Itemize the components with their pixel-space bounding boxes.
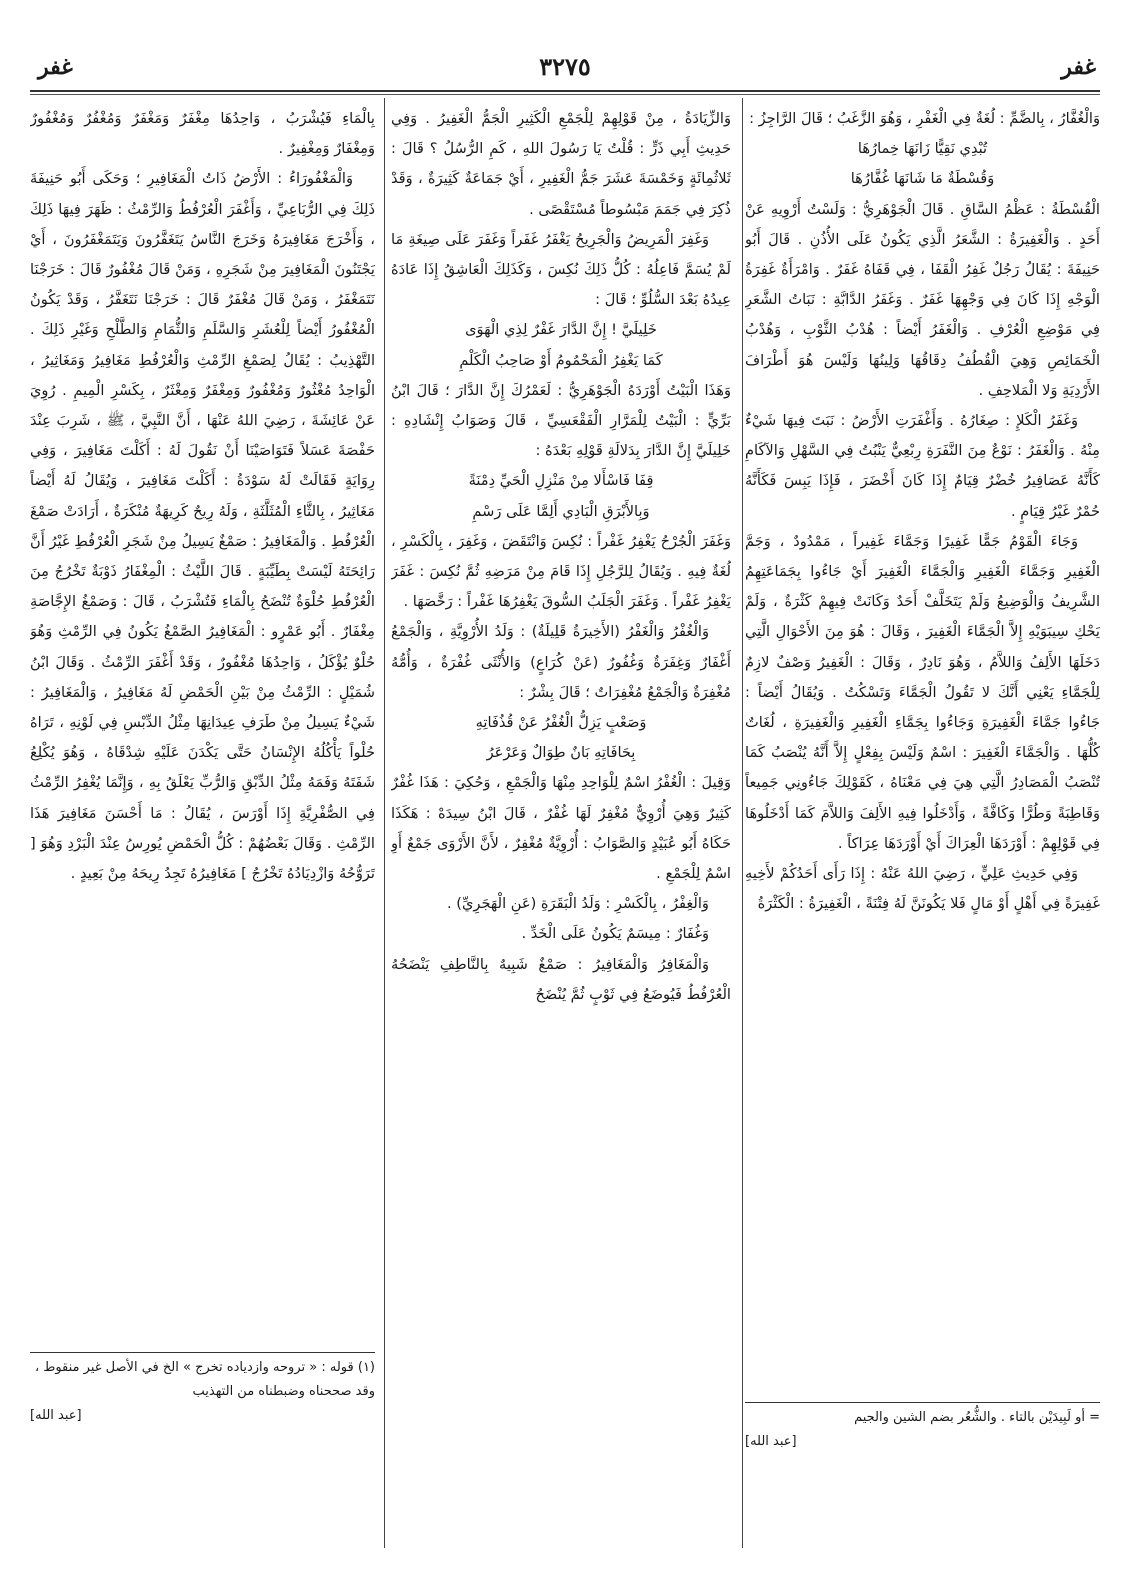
entry-paragraph: وَغَفَرُ الْكَلإِ : صِغَارُهُ . وَأَغْفَرَتِ الأَرْضُ : نَبَتَ فِيهَا شَيْءٌ مِنْهُ . وَالْغَفَرُ : نَوْعٌ مِنَ النَّفَرَةِ رِبْعِيٌّ يَنْبُتُ فِي السَّهْلِ وَالآكَامِ كَأَنَّهُ عَصَافِيرُ خُضْرٌ قِيَامٌ إِذَا كَانَ أَخْضَرَ ، فَإِذَا يَبِسَ فَكَأَنَّهُ حُمْرٌ غَيْرُ قِيَامٍ . [745, 412, 1100, 520]
entry-paragraph: وَفِي حَدِيثِ عَلِيٍّ ، رَضِيَ اللهُ عَنْهُ : إِذَا رَأَى أَحَدُكُمْ لأَخِيهِ غَفِيرَةً فِي أَهْلٍ أَوْ مَالٍ فَلا يَكُونَنَّ لَهُ فِتْنَةً ، الْغَفِيرَةُ : الْكَثْرَةُ [745, 865, 1100, 913]
entry-paragraph: وَالْغِفْرُ ، بِالْكَسْرِ : وَلَدُ الْبَقَرَةِ (عَنِ الْهَجَرِيِّ) . [447, 895, 709, 913]
verse-line: خَلِيلَيَّ ! إِنَّ الدَّارَ غَفْرٌ لِذِي الْهَوَى [465, 321, 657, 339]
verse-line: وَصَعْبٍ يَزِلُّ الْغُفْرُ عَنْ قُذُفَاتِهِ [475, 714, 647, 732]
running-headword-right: غفر [1061, 54, 1096, 80]
footnote-left [30, 1356, 375, 1428]
verse-line: بِحَافَاتِهِ بَانٌ طِوَالٌ وَعَرْعَرُ [486, 744, 636, 762]
entry-paragraph: وَقِيلَ : الْغُفْرُ اسْمٌ لِلْوَاحِدِ مِنْهَا وَالْجَمْعِ ، وَحُكِيَ : هَذَا غُفْرٌ كَثِيرٌ وَهِيَ أُرْوِيٌّ مُغْفِرٌ لَهَا غُفْرٌ ، قَالَ ابْنُ سِيدَهْ : هَكَذَا حَكَاهُ أَبُو عُبَيْدٍ وَالصَّوَابُ : أُرْوِيَّةٌ مُغْفِرٌ ، لأَنَّ الأَرْوَى جَمْعٌ أَوِ اسْمٌ لِلْجَمْعِ . [391, 774, 731, 883]
running-headword-left: غفر [38, 54, 73, 80]
page-number: ٣٢٧٥ [539, 52, 591, 81]
text-column-middle [391, 104, 731, 1584]
footnote-left-text: (١) قوله : « تروحه وازدياده تخرج » الخ في الأصل غير منقوط ، وقد صححناه وضبطناه من التهذيب [34, 1360, 375, 1399]
entry-paragraph: وَالْغُفْرُ وَالْغَفْرُ (الأَخِيرَةُ قَلِيلَةٌ) : وَلَدُ الأُرْوِيَّةِ ، وَالْجَمْعُ أَغْفَارٌ وَغِفَرَةٌ وَغُفُورٌ (عَنْ كُرَاعٍ) وَالأُنْثَى غُفْرَةٌ ، وَأُمُّهُ مُغْفِرَةٌ وَالْجَمْعُ مُغْفِرَاتٌ ؛ قَالَ بِشْرٌ : [391, 623, 731, 701]
column-divider-right [742, 98, 743, 1548]
entry-paragraph: وَهَذَا الْبَيْتُ أَوْرَدَهُ الْجَوْهَرِيُّ : لَعَمْرُكَ إِنَّ الدَّارَ ؛ قَالَ ابْنُ بَرِّيٍّ : الْبَيْتُ لِلْمَرَّارِ الْفَقْعَسِيِّ ، قَالَ وَصَوَابُ إِنْشَادِهِ : خَلِيلَيَّ إِنَّ الدَّارَ بِدَلالَةِ قَوْلِهِ بَعْدَهُ : [391, 381, 731, 460]
verse-line: وَقُسْطَةٌ مَا شَانَهَا غُفَّارُهَا [850, 170, 995, 188]
entry-paragraph: وَالزِّيَادَةُ ، مِنْ قَوْلِهِمْ لِلْجَمْعِ الْكَثِيرِ الْجَمُّ الْغَفِيرُ . وَفِي حَدِيثِ أَبِي ذَرٍّ : قُلْتُ يَا رَسُولَ اللهِ ، كَمِ الرُّسُلُ ؟ قَالَ : ثَلاثُمِائَةٍ وَخَمْسَةَ عَشَرَ جَمُّ الْغَفِيرِ ، أَيْ جَمَاعَةٌ كَثِيرَةٌ ، وَقَدْ ذُكِرَ فِي جَمَمَ مَبْسُوطاً مُسْتَقْصًى . [391, 110, 731, 218]
verse-line: كَمَا يَغْفِرُ الْمَحْمُومُ أَوْ صَاحِبُ الْكَلْمِ [459, 351, 663, 369]
verse-line: وَبِالأَبْرَقِ الْبَادِي أَلِمَّا عَلَى رَسْمِ [472, 502, 650, 520]
entry-paragraph: وَغُفَارٌ : مِيسَمٌ يَكُونُ عَلَى الْخَدِّ . [521, 925, 709, 943]
entry-paragraph: وَالْغُفَّارُ ، بِالضَّمِّ : لُغَةٌ فِي الْغَفْرِ ، وَهُوَ الزَّغَبُ ؛ قَالَ الرَّاجِزُ : [749, 110, 1100, 127]
entry-paragraph: وَغَفِرَ الْمَرِيضُ وَالْجَرِيحُ يَغْفَرُ غَفَراً وَغَفَرَ عَلَى صِيغَةِ مَا لَمْ يُسَمَّ فَاعِلُهُ : كُلُّ ذَلِكَ نُكِسَ ، وَكَذَلِكَ الْعَاشِقُ إِذَا عَادَهُ عِيدُهُ بَعْدَ السُّلُوِّ ؛ قَالَ : [391, 230, 731, 309]
footnote-left-signature: [عبد الله] [30, 1408, 82, 1423]
entry-paragraph: وَالْمَغَافِرُ وَالْمَغَافِيرُ : صَمْغٌ شَبِيهٌ بِالنَّاطِفِ يَنْضَحُهُ الْعُرْفُطُ فَيُوضَعُ فِي ثَوْبٍ ثُمَّ يُنْضَحُ [391, 955, 731, 1003]
text-column-right [745, 104, 1100, 1499]
header-rule [30, 90, 1100, 92]
entry-paragraph: بِالْمَاءِ فَيُشْرَبُ ، وَاحِدُهَا مِغْفَرٌ وَمَغْفَرٌ وَمُغْفُرٌ وَمُغْفُورٌ وَمِغْفَارٌ وَمِغْفِيرٌ . [30, 110, 375, 158]
entry-paragraph: وَجَاءَ الْقَوْمُ جَمًّا غَفِيرًا وَجَمَّاءَ غَفِيراً ، مَمْدُودٌ ، وَجَمَّ الْغَفِيرِ وَجَمَّاءَ الْغَفِيرِ وَالْجَمَّاءَ الْغَفِيرَ أَيْ جَاءُوا بِجَمَاعَتِهِمُ الشَّرِيفُ وَالْوَضِيعُ وَلَمْ يَتَخَلَّفْ أَحَدٌ وَكَانَتْ فِيهِمْ كَثْرَةٌ ، وَلَمْ يَحْكِ سِيبَوَيْهِ إِلاَّ الْجَمَّاءَ الْغَفِيرَ ، وَقَالَ : هُوَ مِنَ الأَحْوَالِ الَّتِي دَخَلَهَا الأَلِفُ وَاللاَّمُ ، وَهُوَ نَادِرٌ ، وَقَالَ : الْغَفِيرُ وَصْفٌ لازِمٌ لِلْجَمَّاءِ يَعْنِي أَنَّكَ لا تَقُولُ الْجَمَّاءَ وَتَسْكُتُ . وَيُقَالُ أَيْضاً : جَاءُوا جَمَّاءَ الْغَفِيرَةِ وَجَاءُوا بِجَمَّاءِ الْغَفِيرِ وَالْغَفِيرَةِ ، لُغَاتٌ كُلُّهَا . وَالْجَمَّاءَ الْغَفِيرَ : اسْمٌ وَلَيْسَ بِفِعْلٍ إِلاَّ أَنَّهُ يُنْصَبُ كَمَا تُنْصَبُ الْمَصَادِرُ الَّتِي هِيَ فِي مَعْنَاهُ ، كَقَوْلِكَ جَاءُونِي جَمِيعاً وَقَاطِبَةً وَطُرًّا وَكَافَّةً ، وَأَدْخَلُوا فِيهِ الأَلِفَ وَاللاَّمَ كَمَا أَدْخَلُوهَا فِي قَوْلِهِمْ : أَوْرَدَهَا الْعِرَاكَ أَيْ أَوْرَدَهَا عِرَاكاً . [745, 532, 1100, 852]
entry-paragraph: الْقُسْطَةُ : عَظْمُ السَّاقِ . قَالَ الْجَوْهَرِيُّ : وَلَسْتُ أَرْوِيهِ عَنْ أَحَدٍ . وَالْغَفِيرَةُ : الشَّعَرُ الَّذِي يَكُونُ عَلَى الأُذُنِ . قَالَ أَبُو حَنِيفَةَ : يُقَالُ رَجُلٌ غَفِرُ الْقَفَا ، فِي قَفَاهُ غَفَرٌ . وَامْرَأَةٌ غَفِرَةُ الْوَجْهِ إِذَا كَانَ فِي وَجْهِهَا غَفَرٌ . وَغَفَرُ الدَّابَّةِ : نَبَاتُ الشَّعَرِ فِي مَوْضِعِ الْعُرْفِ . وَالْغَفَرُ أَيْضاً : هُدْبُ الثَّوْبِ ، وَهُدْبُ الْخَمَائِصِ وَهِيَ الْقُطُفُ دِقَاقُهَا وَلِينُهَا وَلَيْسَ هُوَ أَطْرَافَ الأَرْدِيَةِ وَلا الْمَلاحِفِ . [745, 200, 1100, 399]
footnote-right [745, 1406, 1100, 1454]
verse-line: تُبْدِي نَقِيًّا زَانَهَا خِمارُهَا [857, 140, 988, 158]
column-divider-left [384, 98, 385, 1548]
page-header [30, 52, 1100, 88]
entry-paragraph: وَالْمَغْفُورَاءُ : الأَرْضُ ذَاتُ الْمَغَافِيرِ ؛ وَحَكَى أَبُو حَنِيفَةَ ذَلِكَ فِي الرُّبَاعِيِّ ، وَأَغْفَرَ الْعُرْفُطُ وَالرِّمْثُ : ظَهَرَ فِيهَا ذَلِكَ ، وَأَخْرَجَ مَغَافِيرَهُ وَخَرَجَ النَّاسُ يَتَغَفَّرُونَ وَيَتَمَغْفَرُونَ ، أَيْ يَجْتَنُونَ الْمَغَافِيرَ مِنْ شَجَرِهِ ، وَمَنْ قَالَ مُغْفُورٌ قَالَ : خَرَجْنَا نَتَمَغْفَرُ ، وَمَنْ قَالَ مُغْفَرٌ قَالَ : خَرَجْنَا نَتَغَفَّرُ ، وَقَدْ يَكُونُ الْمُغْفُورُ أَيْضاً لِلْعُشَرِ وَالسَّلَمِ وَالثُّمَامِ وَالطَّلْحِ وَغَيْرِ ذَلِكَ . التَّهْذِيبُ : يُقَالُ لِصَمْغِ الرِّمْثِ وَالْعُرْفُطِ مَغَافِيرُ وَمَغَاثِيرُ ، الْوَاحِدُ مُغْثُورٌ وَمُغْفُورٌ وَمِغْفَرٌ وَمِغْثَرٌ ، بِكَسْرِ الْمِيمِ . رُوِيَ عَنْ عَائِشَةَ ، رَضِيَ اللهُ عَنْهَا ، أَنَّ النَّبِيَّ ، ﷺ ، شَرِبَ عِنْدَ حَفْصَةَ عَسَلاً فَتَوَاصَيْنَا أَنْ نَقُولَ لَهُ : أَكَلْتَ مَغَافِيرَ ، وَفِي رِوَايَةٍ فَقَالَتْ لَهُ سَوْدَةُ : أَكَلْتَ مَغَافِيرَ ، وَيُقَالُ لَهُ أَيْضاً مَغَاثِيرُ ، بِالثَّاءِ الْمُثَلَّثَةِ ، وَلَهُ رِيحٌ كَرِيهَةٌ مُنْكَرَةٌ ، أَرَادَتْ صَمْغَ الْعُرْفُطِ . وَالْمَغَافِيرُ : صَمْغٌ يَسِيلُ مِنْ شَجَرِ الْعُرْفُطِ غَيْرُ أَنَّ رَائِحَتَهُ لَيْسَتْ بِطَيِّبَةٍ . قَالَ اللَّيْثُ : الْمِغْفَارُ ذَوْبَةٌ تَخْرُجُ مِنَ الْعُرْفُطِ حُلْوَةٌ تُنْضَحُ بِالْمَاءِ فَتُشْرَبُ ، قَالَ : وَصَمْغُ الإِجَّاصَةِ مِغْفَارٌ . أَبُو عَمْرٍو : الْمَغَافِيرُ الصَّمْغُ يَكُونُ فِي الرِّمْثِ وَهُوَ حُلْوٌ يُؤْكَلُ ، وَاحِدُهَا مُغْفُورٌ ، وَقَدْ أَغْفَرَ الرِّمْثُ . وَقَالَ ابْنُ شُمَيْلٍ : الرِّمْثُ مِنْ بَيْنِ الْحَمْضِ لَهُ مَغَافِيرُ ، وَالْمَغَافِيرُ : شَيْءٌ يَسِيلُ مِنْ طَرَفِ عِيدَانِهَا مِثْلُ الدِّبْسِ فِي لَوْنِهِ ، تَرَاهُ حُلْواً يَأْكُلُهُ الإِنْسَانُ حَتَّى يَكْدَنَ عَلَيْهِ شِدْقَاهُ ، وَهُوَ يُكْلِعُ شَفَتَهُ وَفَمَهُ مِثْلُ الدِّبْقِ وَالرُّبِّ يَعْلَقُ بِهِ ، وَإِنَّمَا يُغْفِرُ الرِّمْثُ فِي الصُّفْرِيَّةِ إِذَا أَوْرَسَ ، يُقَالُ : مَا أَحْسَنَ مَغَافِيرَ هَذَا الرِّمْثِ . وَقَالَ بَعْضُهُمْ : كُلُّ الْحَمْضِ يُورِسُ عِنْدَ الْبَرْدِ وَهُوَ [ تَرَوُّحُهُ وَازْدِيَادُهُ تَخْرُجُ ] مَغَافِيرُهُ تَجِدُ رِيحَهُ مِنْ بَعِيدٍ . [30, 170, 375, 883]
verse-line: قِفَا فَاسْأَلا مِنْ مَنْزِلِ الْحَيِّ دِمْنَةً [468, 472, 654, 490]
footnote-rule-right [745, 1402, 1100, 1403]
footnote-rule-left [30, 1352, 375, 1353]
footnote-right-signature: [عبد الله] [745, 1434, 797, 1449]
header-rule-thin [30, 94, 1100, 95]
entry-paragraph: وَغَفَرَ الْجُرْحُ يَغْفِرُ غَفْراً : نُكِسَ وَانْتَقَضَ ، وَغَفِرَ ، بِالْكَسْرِ ، لُغَةٌ فِيهِ . وَيُقَالُ لِلرَّجُلِ إِذَا قَامَ مِنْ مَرَضِهِ ثُمَّ نُكِسَ : غَفَرَ يَغْفِرُ غَفْراً . وَغَفَرَ الْجَلَبُ السُّوقَ يَغْفِرُهَا غَفْراً : رَخَّصَهَا . [391, 532, 731, 611]
text-column-left [30, 104, 375, 1534]
footnote-right-text: = أو لَبِيدَيْن بالتاء . والشُّعُر بضم الشين والجيم [854, 1410, 1100, 1425]
